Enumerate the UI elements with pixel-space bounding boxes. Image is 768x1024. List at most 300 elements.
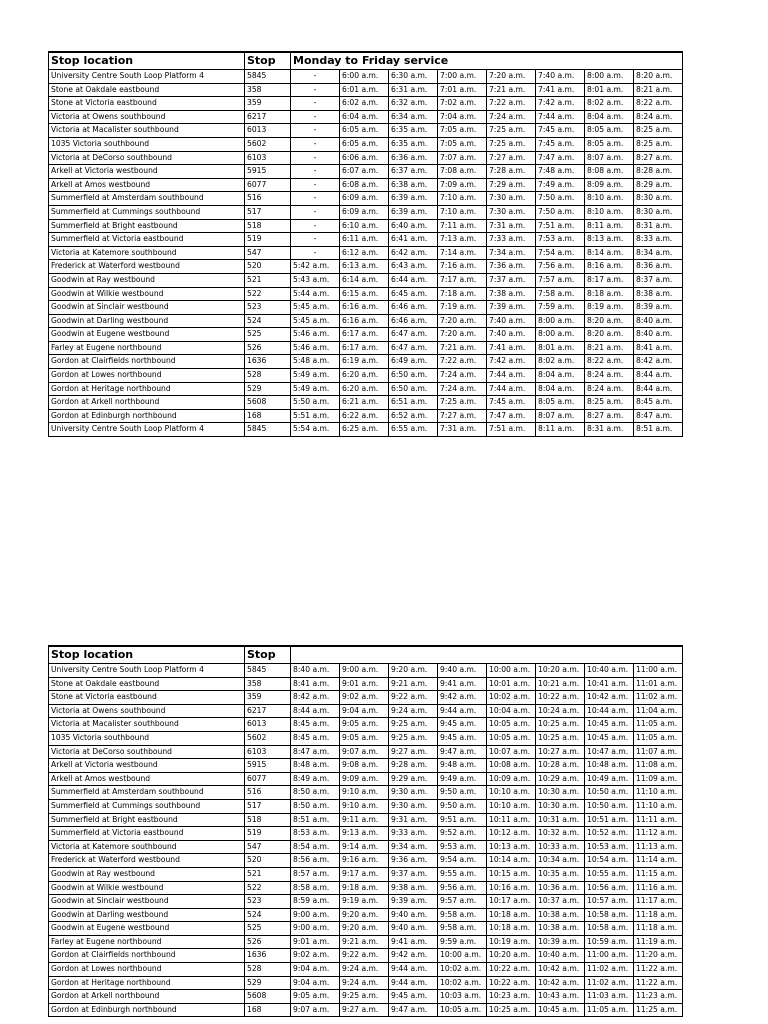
departure-time-cell: 6:46 a.m. bbox=[389, 301, 438, 315]
departure-time-cell: 8:42 a.m. bbox=[291, 691, 340, 705]
stop-location-cell: Victoria at DeCorso southbound bbox=[49, 151, 245, 165]
departure-time-cell: 6:06 a.m. bbox=[340, 151, 389, 165]
departure-time-cell: 8:27 a.m. bbox=[585, 409, 634, 423]
table-row bbox=[49, 731, 683, 745]
stop-location-cell: Summerfield at Bright eastbound bbox=[49, 813, 245, 827]
stop-location-cell: Gordon at Heritage northbound bbox=[49, 382, 245, 396]
stop-number-cell: 517 bbox=[245, 205, 291, 219]
departure-time-cell: 10:52 a.m. bbox=[585, 827, 634, 841]
departure-time-cell: 6:01 a.m. bbox=[340, 83, 389, 97]
departure-time-cell: 11:00 a.m. bbox=[634, 664, 683, 678]
departure-time-cell: 7:41 a.m. bbox=[536, 83, 585, 97]
table-row bbox=[49, 677, 683, 691]
departure-time-cell: 10:54 a.m. bbox=[585, 854, 634, 868]
departure-time-cell: 8:24 a.m. bbox=[634, 110, 683, 124]
stop-location-cell: Goodwin at Sinclair westbound bbox=[49, 301, 245, 315]
stop-location-cell: Stone at Victoria eastbound bbox=[49, 691, 245, 705]
stop-number-cell: 529 bbox=[245, 382, 291, 396]
stop-location-cell: Victoria at Owens southbound bbox=[49, 704, 245, 718]
departure-time-cell: 8:54 a.m. bbox=[291, 840, 340, 854]
departure-time-cell: 7:50 a.m. bbox=[536, 205, 585, 219]
departure-time-cell: 7:24 a.m. bbox=[438, 382, 487, 396]
departure-time-cell: 8:00 a.m. bbox=[536, 314, 585, 328]
departure-time-cell: 9:02 a.m. bbox=[291, 949, 340, 963]
departure-time-cell: 11:08 a.m. bbox=[634, 759, 683, 773]
departure-time-cell: 9:38 a.m. bbox=[389, 881, 438, 895]
departure-time-cell: 6:32 a.m. bbox=[389, 97, 438, 111]
table-row bbox=[49, 355, 683, 369]
departure-time-cell: 6:16 a.m. bbox=[340, 301, 389, 315]
departure-time-cell: 9:27 a.m. bbox=[389, 745, 438, 759]
departure-time-cell: 7:40 a.m. bbox=[536, 70, 585, 84]
departure-time-cell: 11:05 a.m. bbox=[634, 718, 683, 732]
departure-time-cell: 10:20 a.m. bbox=[536, 664, 585, 678]
departure-time-cell: 7:20 a.m. bbox=[438, 328, 487, 342]
table-row bbox=[49, 70, 683, 84]
departure-time-cell: 10:32 a.m. bbox=[536, 827, 585, 841]
stop-number-cell: 520 bbox=[245, 260, 291, 274]
departure-time-cell: 8:09 a.m. bbox=[585, 178, 634, 192]
departure-time-cell: 6:19 a.m. bbox=[340, 355, 389, 369]
departure-time-cell: 7:37 a.m. bbox=[487, 273, 536, 287]
stop-number-cell: 5608 bbox=[245, 396, 291, 410]
departure-time-cell: 7:21 a.m. bbox=[487, 83, 536, 97]
departure-time-cell: 10:55 a.m. bbox=[585, 867, 634, 881]
stop-number-header: Stop bbox=[245, 52, 291, 70]
departure-time-cell: 11:14 a.m. bbox=[634, 854, 683, 868]
table-row bbox=[49, 273, 683, 287]
departure-time-cell: 11:11 a.m. bbox=[634, 813, 683, 827]
departure-time-cell: 9:05 a.m. bbox=[340, 718, 389, 732]
stop-number-cell: 516 bbox=[245, 192, 291, 206]
stop-location-cell: Gordon at Arkell northbound bbox=[49, 396, 245, 410]
departure-time-cell: 9:14 a.m. bbox=[340, 840, 389, 854]
departure-time-cell: 7:22 a.m. bbox=[438, 355, 487, 369]
departure-time-cell: 10:22 a.m. bbox=[536, 691, 585, 705]
departure-time-cell: 11:10 a.m. bbox=[634, 786, 683, 800]
departure-time-cell: 8:45 a.m. bbox=[291, 731, 340, 745]
departure-time-cell: 10:30 a.m. bbox=[536, 786, 585, 800]
departure-time-cell: 11:17 a.m. bbox=[634, 895, 683, 909]
stop-location-cell: Victoria at Katemore southbound bbox=[49, 246, 245, 260]
departure-time-cell: 8:05 a.m. bbox=[585, 137, 634, 151]
table-row bbox=[49, 704, 683, 718]
departure-time-cell: 9:45 a.m. bbox=[438, 718, 487, 732]
departure-time-cell: - bbox=[291, 178, 340, 192]
departure-time-cell: 7:24 a.m. bbox=[487, 110, 536, 124]
departure-time-cell: 9:42 a.m. bbox=[438, 691, 487, 705]
departure-time-cell: 10:07 a.m. bbox=[487, 745, 536, 759]
stop-number-cell: 519 bbox=[245, 827, 291, 841]
stop-number-cell: 518 bbox=[245, 813, 291, 827]
departure-time-cell: 8:38 a.m. bbox=[634, 287, 683, 301]
departure-time-cell: 10:02 a.m. bbox=[438, 963, 487, 977]
departure-time-cell: 8:02 a.m. bbox=[585, 97, 634, 111]
departure-time-cell: 9:08 a.m. bbox=[340, 759, 389, 773]
table-row bbox=[49, 178, 683, 192]
departure-time-cell: 7:25 a.m. bbox=[487, 137, 536, 151]
departure-time-cell: 10:35 a.m. bbox=[536, 867, 585, 881]
stop-number-cell: 168 bbox=[245, 1003, 291, 1017]
stop-number-cell: 5608 bbox=[245, 990, 291, 1004]
stop-location-cell: Gordon at Arkell northbound bbox=[49, 990, 245, 1004]
table-row bbox=[49, 949, 683, 963]
departure-time-cell: 8:45 a.m. bbox=[291, 718, 340, 732]
departure-time-cell: 10:04 a.m. bbox=[487, 704, 536, 718]
stop-number-cell: 5845 bbox=[245, 70, 291, 84]
stop-number-cell: 528 bbox=[245, 369, 291, 383]
departure-time-cell: 8:13 a.m. bbox=[585, 233, 634, 247]
table-row bbox=[49, 219, 683, 233]
departure-time-cell: 10:16 a.m. bbox=[487, 881, 536, 895]
departure-time-cell: 6:50 a.m. bbox=[389, 369, 438, 383]
stop-number-cell: 5845 bbox=[245, 664, 291, 678]
departure-time-cell: 8:41 a.m. bbox=[634, 341, 683, 355]
departure-time-cell: 8:28 a.m. bbox=[634, 165, 683, 179]
departure-time-cell: 8:18 a.m. bbox=[585, 287, 634, 301]
departure-time-cell: 6:12 a.m. bbox=[340, 246, 389, 260]
stop-location-cell: Gordon at Clairfields northbound bbox=[49, 949, 245, 963]
departure-time-cell: 10:10 a.m. bbox=[487, 799, 536, 813]
weekday-schedule-table-2 bbox=[48, 645, 683, 1017]
stop-number-cell: 1636 bbox=[245, 949, 291, 963]
departure-time-cell: 9:40 a.m. bbox=[389, 922, 438, 936]
stop-location-cell: Victoria at DeCorso southbound bbox=[49, 745, 245, 759]
departure-time-cell: 8:39 a.m. bbox=[634, 301, 683, 315]
departure-time-cell: 8:24 a.m. bbox=[585, 382, 634, 396]
departure-time-cell: 8:36 a.m. bbox=[634, 260, 683, 274]
departure-time-cell: 10:58 a.m. bbox=[585, 908, 634, 922]
departure-time-cell: 9:39 a.m. bbox=[389, 895, 438, 909]
table-row bbox=[49, 341, 683, 355]
departure-time-cell: 8:44 a.m. bbox=[634, 369, 683, 383]
departure-time-cell: 11:22 a.m. bbox=[634, 976, 683, 990]
departure-time-cell: 5:54 a.m. bbox=[291, 423, 340, 437]
stop-location-cell: Goodwin at Wilkie westbound bbox=[49, 881, 245, 895]
departure-time-cell: 11:05 a.m. bbox=[634, 731, 683, 745]
stop-location-cell: Goodwin at Eugene westbound bbox=[49, 922, 245, 936]
stop-location-cell: Gordon at Edinburgh northbound bbox=[49, 1003, 245, 1017]
departure-time-cell: 9:59 a.m. bbox=[438, 935, 487, 949]
departure-time-cell: 9:18 a.m. bbox=[340, 881, 389, 895]
table-row bbox=[49, 192, 683, 206]
departure-time-cell: - bbox=[291, 246, 340, 260]
departure-time-cell: 9:19 a.m. bbox=[340, 895, 389, 909]
departure-time-cell: 9:24 a.m. bbox=[340, 976, 389, 990]
stop-number-cell: 1636 bbox=[245, 355, 291, 369]
departure-time-cell: 7:59 a.m. bbox=[536, 301, 585, 315]
departure-time-cell: 9:40 a.m. bbox=[389, 908, 438, 922]
departure-time-cell: 10:43 a.m. bbox=[536, 990, 585, 1004]
departure-time-cell: - bbox=[291, 83, 340, 97]
departure-time-cell: 6:10 a.m. bbox=[340, 219, 389, 233]
departure-time-cell: 8:25 a.m. bbox=[585, 396, 634, 410]
departure-time-cell: 7:10 a.m. bbox=[438, 205, 487, 219]
departure-time-cell: 10:05 a.m. bbox=[438, 1003, 487, 1017]
departure-time-cell: - bbox=[291, 205, 340, 219]
stop-number-cell: 521 bbox=[245, 867, 291, 881]
stop-number-cell: 522 bbox=[245, 881, 291, 895]
departure-time-cell: 10:41 a.m. bbox=[585, 677, 634, 691]
stop-location-cell: 1035 Victoria southbound bbox=[49, 731, 245, 745]
stop-location-cell: Arkell at Victoria westbound bbox=[49, 759, 245, 773]
departure-time-cell: 8:10 a.m. bbox=[585, 192, 634, 206]
departure-time-cell: 6:45 a.m. bbox=[389, 287, 438, 301]
table-row bbox=[49, 1003, 683, 1017]
departure-time-cell: 7:04 a.m. bbox=[438, 110, 487, 124]
stop-location-cell: Goodwin at Darling westbound bbox=[49, 314, 245, 328]
departure-time-cell: 10:39 a.m. bbox=[536, 935, 585, 949]
departure-time-cell: 9:55 a.m. bbox=[438, 867, 487, 881]
departure-time-cell: 8:25 a.m. bbox=[634, 124, 683, 138]
departure-time-cell: 10:15 a.m. bbox=[487, 867, 536, 881]
departure-time-cell: 7:24 a.m. bbox=[438, 369, 487, 383]
departure-time-cell: 5:43 a.m. bbox=[291, 273, 340, 287]
departure-time-cell: 6:50 a.m. bbox=[389, 382, 438, 396]
departure-time-cell: 6:36 a.m. bbox=[389, 151, 438, 165]
table-row bbox=[49, 124, 683, 138]
departure-time-cell: 11:18 a.m. bbox=[634, 922, 683, 936]
departure-time-cell: 10:38 a.m. bbox=[536, 908, 585, 922]
table-row bbox=[49, 963, 683, 977]
departure-time-cell: 8:44 a.m. bbox=[291, 704, 340, 718]
departure-time-cell: 11:09 a.m. bbox=[634, 772, 683, 786]
departure-time-cell: 8:20 a.m. bbox=[634, 70, 683, 84]
departure-time-cell: 8:22 a.m. bbox=[585, 355, 634, 369]
departure-time-cell: 6:42 a.m. bbox=[389, 246, 438, 260]
departure-time-cell: 7:29 a.m. bbox=[487, 178, 536, 192]
table-row bbox=[49, 691, 683, 705]
table-row bbox=[49, 396, 683, 410]
departure-time-cell: 10:30 a.m. bbox=[536, 799, 585, 813]
departure-time-cell: 9:51 a.m. bbox=[438, 813, 487, 827]
departure-time-cell: 8:16 a.m. bbox=[585, 260, 634, 274]
stop-location-cell: Summerfield at Amsterdam southbound bbox=[49, 192, 245, 206]
departure-time-cell: 7:51 a.m. bbox=[487, 423, 536, 437]
departure-time-cell: 6:08 a.m. bbox=[340, 178, 389, 192]
table-row bbox=[49, 165, 683, 179]
stop-location-cell: Victoria at Macalister southbound bbox=[49, 124, 245, 138]
departure-time-cell: 7:54 a.m. bbox=[536, 246, 585, 260]
departure-time-cell: 10:42 a.m. bbox=[536, 976, 585, 990]
stop-number-cell: 526 bbox=[245, 341, 291, 355]
departure-time-cell: 8:51 a.m. bbox=[634, 423, 683, 437]
stop-location-header: Stop location bbox=[49, 52, 245, 70]
departure-time-cell: 8:50 a.m. bbox=[291, 786, 340, 800]
departure-time-cell: 8:04 a.m. bbox=[536, 382, 585, 396]
table-row bbox=[49, 990, 683, 1004]
service-header bbox=[291, 646, 683, 664]
departure-time-cell: 11:16 a.m. bbox=[634, 881, 683, 895]
departure-time-cell: 6:43 a.m. bbox=[389, 260, 438, 274]
departure-time-cell: 8:58 a.m. bbox=[291, 881, 340, 895]
departure-time-cell: 8:48 a.m. bbox=[291, 759, 340, 773]
stop-location-cell: Gordon at Lowes northbound bbox=[49, 963, 245, 977]
stop-number-cell: 517 bbox=[245, 799, 291, 813]
departure-time-cell: 9:37 a.m. bbox=[389, 867, 438, 881]
stop-number-cell: 359 bbox=[245, 97, 291, 111]
departure-time-cell: 9:00 a.m. bbox=[291, 908, 340, 922]
departure-time-cell: 9:25 a.m. bbox=[389, 718, 438, 732]
stop-location-cell: Gordon at Heritage northbound bbox=[49, 976, 245, 990]
stop-location-cell: Gordon at Edinburgh northbound bbox=[49, 409, 245, 423]
stop-number-cell: 6077 bbox=[245, 772, 291, 786]
departure-time-cell: 6:34 a.m. bbox=[389, 110, 438, 124]
departure-time-cell: 11:04 a.m. bbox=[634, 704, 683, 718]
departure-time-cell: 6:35 a.m. bbox=[389, 137, 438, 151]
departure-time-cell: 10:22 a.m. bbox=[487, 963, 536, 977]
stop-location-header: Stop location bbox=[49, 646, 245, 664]
departure-time-cell: 7:21 a.m. bbox=[438, 341, 487, 355]
departure-time-cell: 7:57 a.m. bbox=[536, 273, 585, 287]
stop-number-cell: 6013 bbox=[245, 718, 291, 732]
stop-location-cell: Farley at Eugene northbound bbox=[49, 341, 245, 355]
departure-time-cell: 10:25 a.m. bbox=[487, 1003, 536, 1017]
table-row bbox=[49, 840, 683, 854]
stop-number-cell: 521 bbox=[245, 273, 291, 287]
departure-time-cell: 10:45 a.m. bbox=[536, 1003, 585, 1017]
departure-time-cell: 10:18 a.m. bbox=[487, 908, 536, 922]
stop-location-cell: Gordon at Clairfields northbound bbox=[49, 355, 245, 369]
stop-number-cell: 5845 bbox=[245, 423, 291, 437]
departure-time-cell: 7:10 a.m. bbox=[438, 192, 487, 206]
stop-location-cell: Frederick at Waterford westbound bbox=[49, 260, 245, 274]
departure-time-cell: - bbox=[291, 97, 340, 111]
departure-time-cell: 7:17 a.m. bbox=[438, 273, 487, 287]
departure-time-cell: 9:20 a.m. bbox=[389, 664, 438, 678]
departure-time-cell: 9:04 a.m. bbox=[340, 704, 389, 718]
table-row bbox=[49, 745, 683, 759]
departure-time-cell: 10:00 a.m. bbox=[438, 949, 487, 963]
departure-time-cell: 10:49 a.m. bbox=[585, 772, 634, 786]
departure-time-cell: 6:39 a.m. bbox=[389, 205, 438, 219]
departure-time-cell: 9:27 a.m. bbox=[340, 1003, 389, 1017]
stop-number-cell: 5915 bbox=[245, 759, 291, 773]
stop-location-cell: University Centre South Loop Platform 4 bbox=[49, 664, 245, 678]
departure-time-cell: 8:29 a.m. bbox=[634, 178, 683, 192]
departure-time-cell: 10:34 a.m. bbox=[536, 854, 585, 868]
departure-time-cell: 5:42 a.m. bbox=[291, 260, 340, 274]
departure-time-cell: 8:34 a.m. bbox=[634, 246, 683, 260]
departure-time-cell: 7:47 a.m. bbox=[536, 151, 585, 165]
departure-time-cell: 7:07 a.m. bbox=[438, 151, 487, 165]
departure-time-cell: 8:25 a.m. bbox=[634, 137, 683, 151]
departure-time-cell: 11:22 a.m. bbox=[634, 963, 683, 977]
departure-time-cell: 9:20 a.m. bbox=[340, 908, 389, 922]
stop-location-cell: Stone at Victoria eastbound bbox=[49, 97, 245, 111]
departure-time-cell: 6:47 a.m. bbox=[389, 328, 438, 342]
departure-time-cell: 9:02 a.m. bbox=[340, 691, 389, 705]
departure-time-cell: 6:44 a.m. bbox=[389, 273, 438, 287]
departure-time-cell: 9:05 a.m. bbox=[291, 990, 340, 1004]
departure-time-cell: 6:35 a.m. bbox=[389, 124, 438, 138]
stop-location-cell: Farley at Eugene northbound bbox=[49, 935, 245, 949]
table-row bbox=[49, 423, 683, 437]
departure-time-cell: 9:30 a.m. bbox=[389, 786, 438, 800]
departure-time-cell: 10:51 a.m. bbox=[585, 813, 634, 827]
table-row bbox=[49, 83, 683, 97]
departure-time-cell: 5:50 a.m. bbox=[291, 396, 340, 410]
departure-time-cell: 8:24 a.m. bbox=[585, 369, 634, 383]
departure-time-cell: 7:49 a.m. bbox=[536, 178, 585, 192]
departure-time-cell: 10:42 a.m. bbox=[536, 963, 585, 977]
departure-time-cell: 10:05 a.m. bbox=[487, 718, 536, 732]
table-header-row bbox=[49, 52, 683, 70]
departure-time-cell: 7:31 a.m. bbox=[487, 219, 536, 233]
table-row bbox=[49, 328, 683, 342]
departure-time-cell: 6:14 a.m. bbox=[340, 273, 389, 287]
departure-time-cell: 9:16 a.m. bbox=[340, 854, 389, 868]
stop-location-cell: Summerfield at Victoria eastbound bbox=[49, 233, 245, 247]
departure-time-cell: 10:33 a.m. bbox=[536, 840, 585, 854]
departure-time-cell: 8:19 a.m. bbox=[585, 301, 634, 315]
departure-time-cell: 8:11 a.m. bbox=[536, 423, 585, 437]
departure-time-cell: 10:45 a.m. bbox=[585, 731, 634, 745]
stop-number-cell: 6103 bbox=[245, 745, 291, 759]
departure-time-cell: 7:22 a.m. bbox=[487, 97, 536, 111]
stop-number-cell: 523 bbox=[245, 301, 291, 315]
departure-time-cell: 6:46 a.m. bbox=[389, 314, 438, 328]
stop-number-header: Stop bbox=[245, 646, 291, 664]
departure-time-cell: 7:31 a.m. bbox=[438, 423, 487, 437]
departure-time-cell: 10:24 a.m. bbox=[536, 704, 585, 718]
departure-time-cell: 6:11 a.m. bbox=[340, 233, 389, 247]
table-row bbox=[49, 759, 683, 773]
departure-time-cell: 10:25 a.m. bbox=[536, 731, 585, 745]
departure-time-cell: 7:30 a.m. bbox=[487, 205, 536, 219]
stop-location-cell: Summerfield at Victoria eastbound bbox=[49, 827, 245, 841]
stop-number-cell: 6217 bbox=[245, 110, 291, 124]
departure-time-cell: 10:28 a.m. bbox=[536, 759, 585, 773]
departure-time-cell: 9:09 a.m. bbox=[340, 772, 389, 786]
departure-time-cell: - bbox=[291, 192, 340, 206]
departure-time-cell: 7:44 a.m. bbox=[487, 382, 536, 396]
stop-number-cell: 518 bbox=[245, 219, 291, 233]
departure-time-cell: 6:47 a.m. bbox=[389, 341, 438, 355]
departure-time-cell: 10:01 a.m. bbox=[487, 677, 536, 691]
table-row bbox=[49, 935, 683, 949]
departure-time-cell: 6:17 a.m. bbox=[340, 341, 389, 355]
stop-number-cell: 6103 bbox=[245, 151, 291, 165]
departure-time-cell: 9:49 a.m. bbox=[438, 772, 487, 786]
departure-time-cell: 7:09 a.m. bbox=[438, 178, 487, 192]
stop-number-cell: 359 bbox=[245, 691, 291, 705]
table-row bbox=[49, 382, 683, 396]
departure-time-cell: 7:11 a.m. bbox=[438, 219, 487, 233]
departure-time-cell: 8:07 a.m. bbox=[585, 151, 634, 165]
departure-time-cell: 6:38 a.m. bbox=[389, 178, 438, 192]
stop-number-cell: 6013 bbox=[245, 124, 291, 138]
departure-time-cell: 7:34 a.m. bbox=[487, 246, 536, 260]
departure-time-cell: 10:00 a.m. bbox=[487, 664, 536, 678]
departure-time-cell: 8:04 a.m. bbox=[536, 369, 585, 383]
departure-time-cell: 10:42 a.m. bbox=[585, 691, 634, 705]
departure-time-cell: 7:39 a.m. bbox=[487, 301, 536, 315]
departure-time-cell: 10:40 a.m. bbox=[536, 949, 585, 963]
departure-time-cell: 5:48 a.m. bbox=[291, 355, 340, 369]
stop-location-cell: Stone at Oakdale eastbound bbox=[49, 83, 245, 97]
departure-time-cell: 8:11 a.m. bbox=[585, 219, 634, 233]
departure-time-cell: 10:19 a.m. bbox=[487, 935, 536, 949]
departure-time-cell: 8:20 a.m. bbox=[585, 328, 634, 342]
departure-time-cell: 11:12 a.m. bbox=[634, 827, 683, 841]
departure-time-cell: 7:00 a.m. bbox=[438, 70, 487, 84]
departure-time-cell: 9:58 a.m. bbox=[438, 908, 487, 922]
departure-time-cell: 6:30 a.m. bbox=[389, 70, 438, 84]
stop-number-cell: 358 bbox=[245, 677, 291, 691]
departure-time-cell: 9:41 a.m. bbox=[389, 935, 438, 949]
departure-time-cell: 5:51 a.m. bbox=[291, 409, 340, 423]
